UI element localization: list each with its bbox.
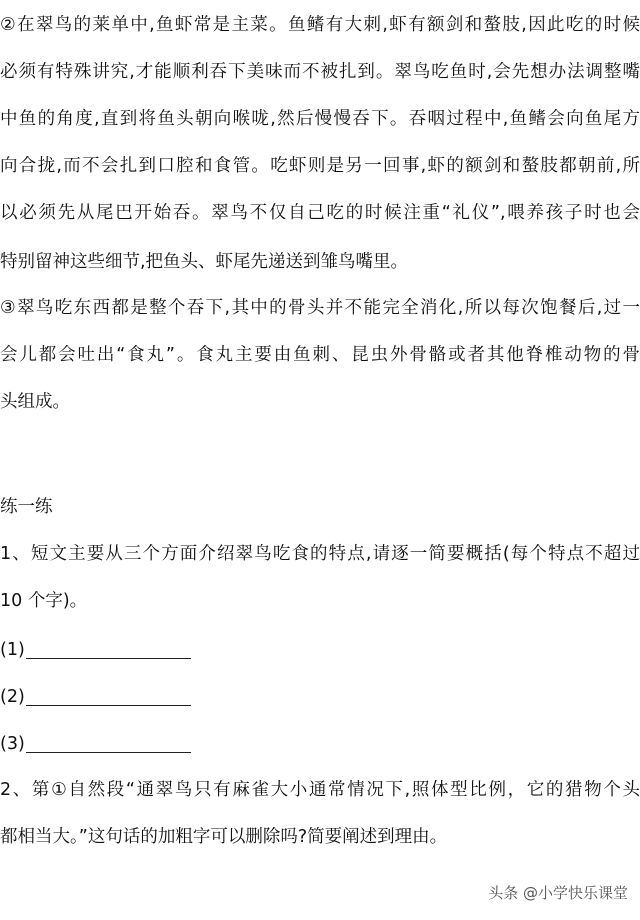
answer-blank-3-line[interactable] xyxy=(26,732,191,753)
paragraph-2-line-4: 向合拢,而不会扎到口腔和食管。吃虾则是另一回事,虾的额剑和螯肢都朝前,所 xyxy=(0,156,640,176)
paragraph-3-line-1: ③翠鸟吃东西都是整个吞下,其中的骨头并不能完全消化,所以每次饱餐后,过一 xyxy=(0,298,640,318)
answer-blank-3[interactable] xyxy=(0,730,191,756)
question-1-line-1: 1、短文主要从三个方面介绍翠鸟吃食的特点,请逐一简要概括(每个特点不超过 xyxy=(0,544,640,564)
answer-blank-2[interactable] xyxy=(0,683,191,709)
answer-blank-3-label: (3) xyxy=(0,734,25,754)
paragraph-2-line-3: 中鱼的角度,直到将鱼头朝向喉咙,然后慢慢吞下。吞咽过程中,鱼鳍会向鱼尾方 xyxy=(0,109,640,129)
paragraph-2-line-5: 以必须先从尾巴开始吞。翠鸟不仅自己吃的时候注重“礼仪”,喂养孩子时也会 xyxy=(0,203,640,223)
answer-blank-2-label: (2) xyxy=(0,687,25,707)
paragraph-2-line-1: ②在翠鸟的莱单中,鱼虾常是主菜。鱼鳍有大刺,虾有额剑和螯肢,因此吃的时候 xyxy=(0,15,640,35)
paragraph-3-line-3: 头组成。 xyxy=(0,392,70,412)
paragraph-3-line-2: 会儿都会吐出“食丸”。食丸主要由鱼刺、昆虫外骨骼或者其他脊椎动物的骨 xyxy=(0,345,640,365)
exercise-heading: 练一练 xyxy=(0,497,53,517)
watermark xyxy=(488,882,628,903)
question-2-line-2: 都相当大。”这句话的加粗字可以删除吗?简要阐述到理由。 xyxy=(0,827,448,847)
answer-blank-1-line[interactable] xyxy=(26,638,191,659)
answer-blank-2-line[interactable] xyxy=(26,685,191,706)
question-2-line-1: 2、第①自然段“通翠鸟只有麻雀大小通常情况下,照体型比例，它的猎物个头 xyxy=(0,780,640,800)
answer-blank-1-label: (1) xyxy=(0,640,25,660)
paragraph-2-line-2: 必须有特殊讲究,才能顺利吞下美味而不被扎到。翠鸟吃鱼时,会先想办法调整嘴 xyxy=(0,62,640,82)
question-1-line-2: 10 个字)。 xyxy=(0,591,88,611)
watermark-text: 头条 @小学快乐课堂 xyxy=(488,884,628,902)
answer-blank-1[interactable] xyxy=(0,636,191,662)
paragraph-2-line-6: 特别留神这些细节,把鱼头、虾尾先递送到雏鸟嘴里。 xyxy=(0,252,409,272)
